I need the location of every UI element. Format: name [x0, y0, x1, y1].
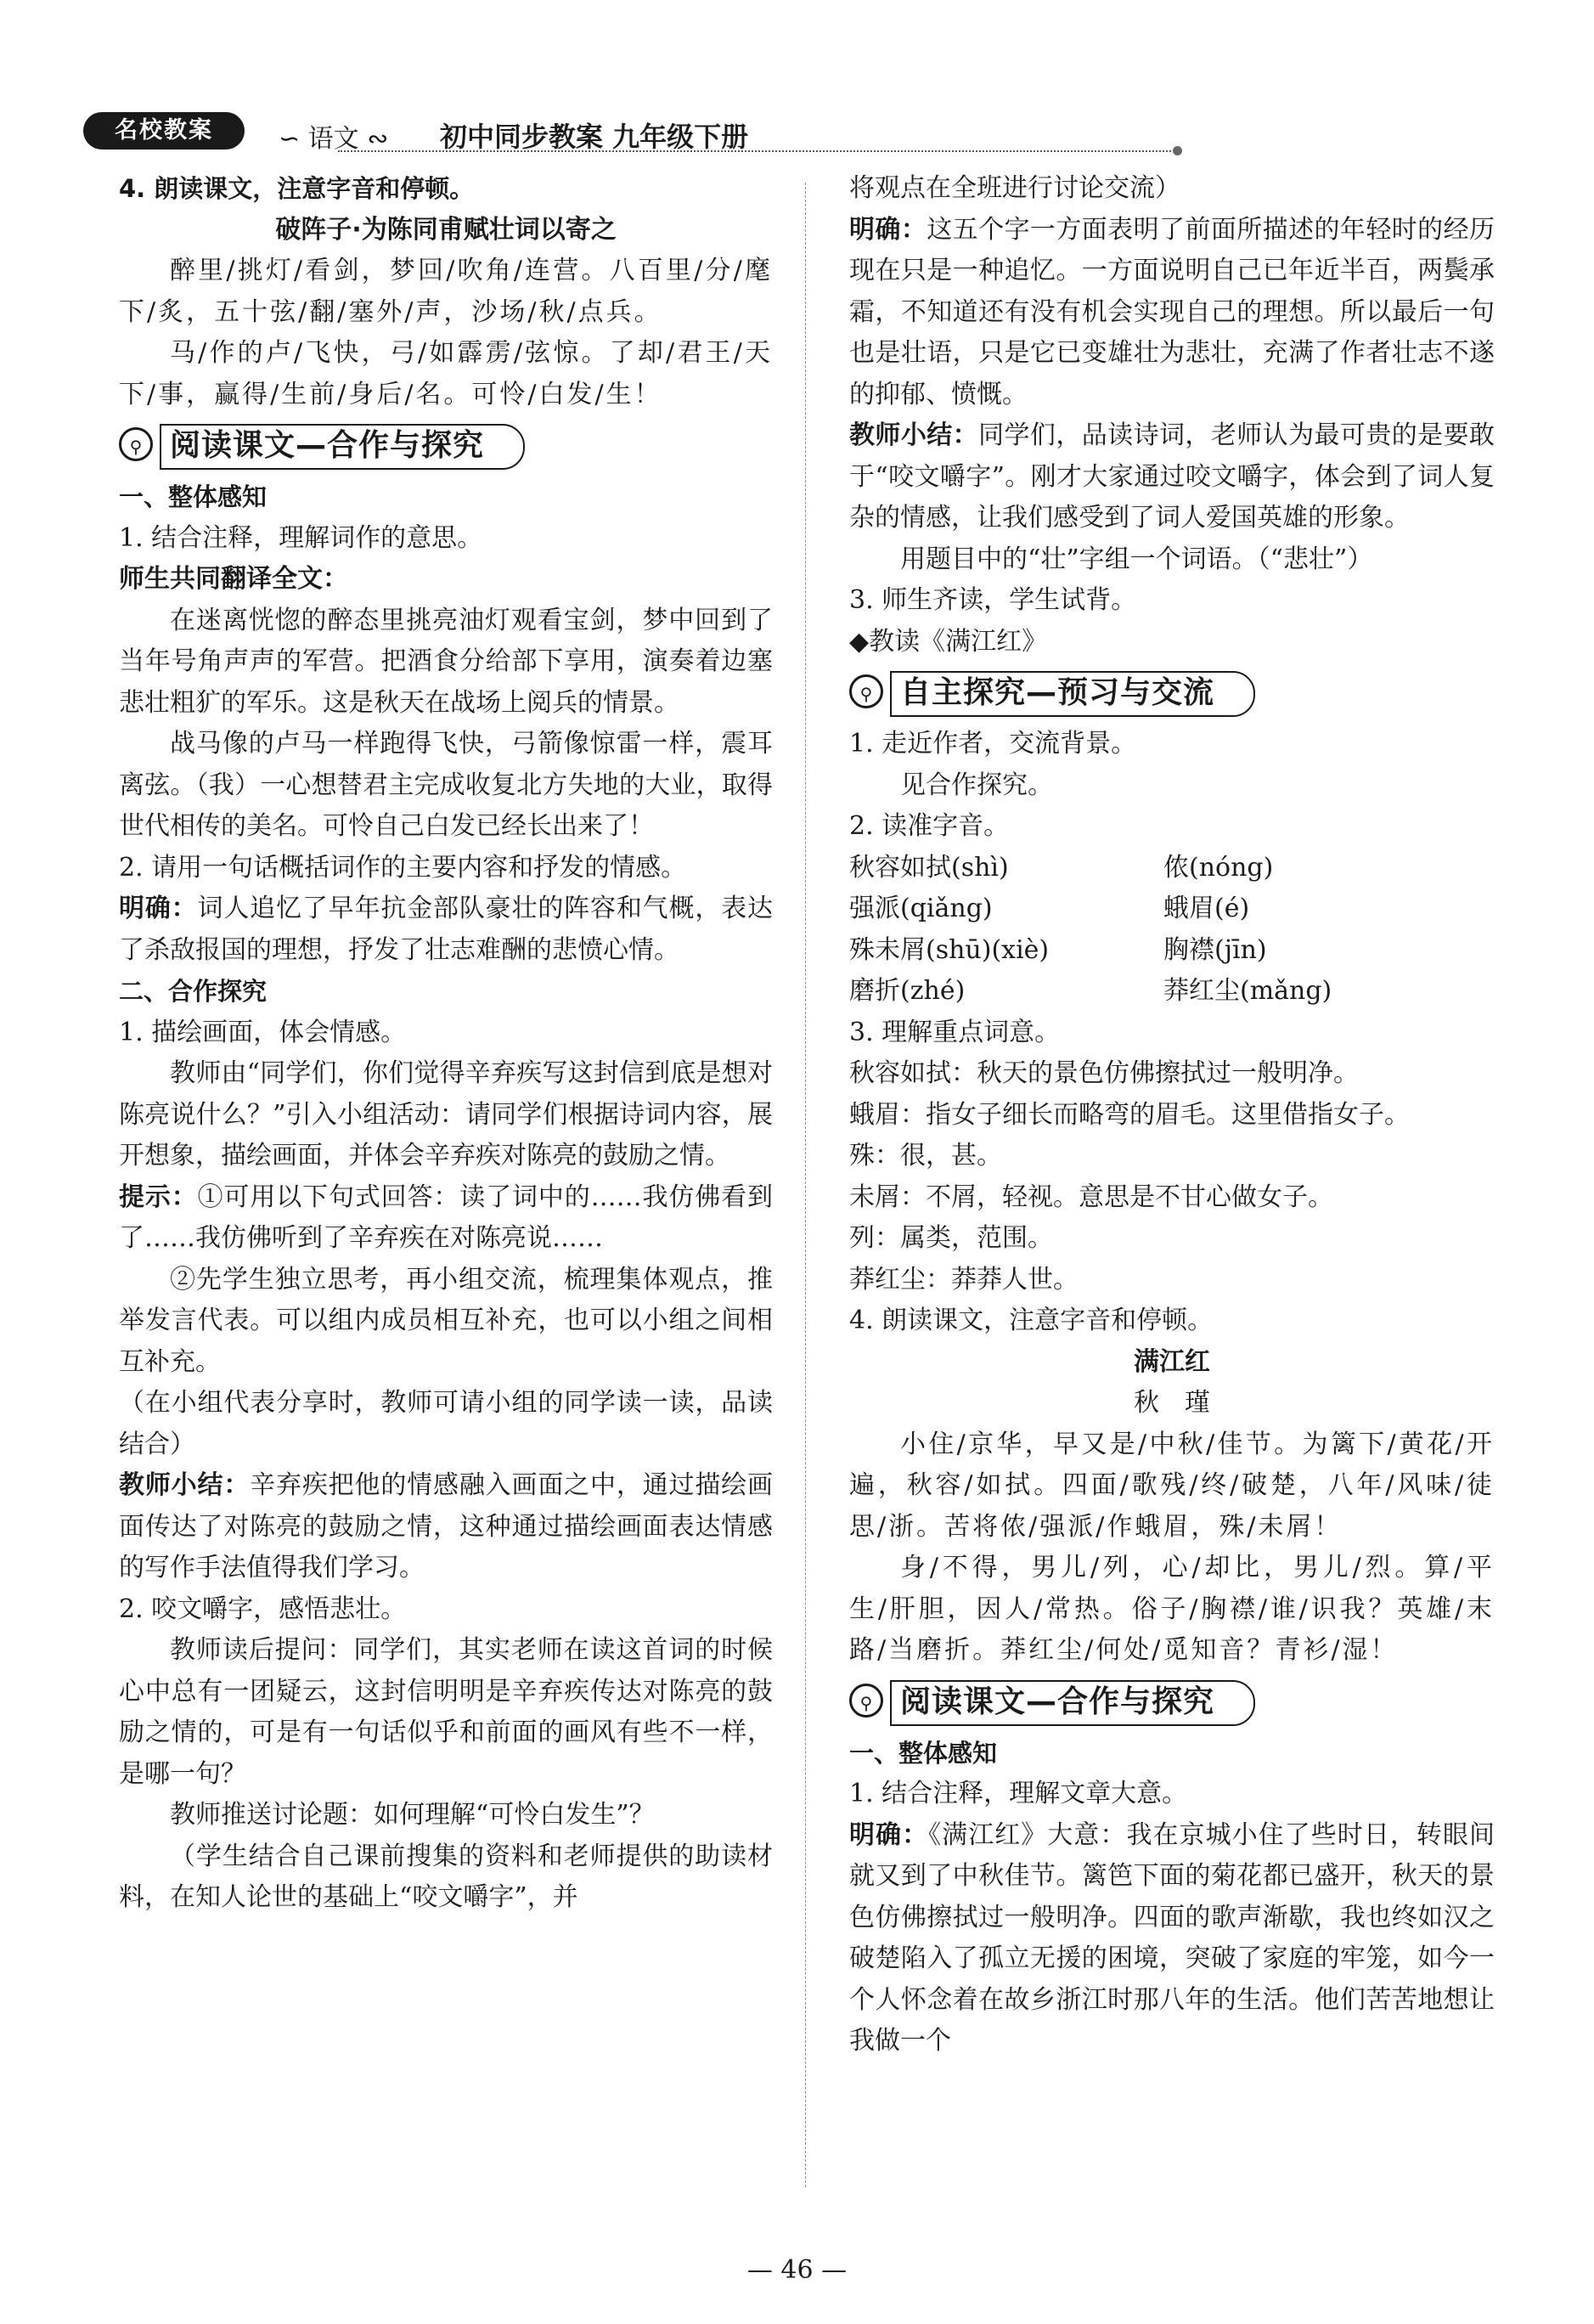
- page-number: — 46 —: [746, 2255, 848, 2285]
- answer-label: 明确：: [849, 1819, 929, 1850]
- definition-line: 未屑：不屑，轻视。意思是不甘心做女子。: [849, 1182, 1333, 1212]
- task-item: 3. 理解重点词意。: [849, 1017, 1061, 1047]
- page-header: [83, 109, 1102, 160]
- pronunciation-item: 磨折(zhé): [849, 976, 966, 1006]
- task-item: 2. 请用一句话概括词作的主要内容和抒发的情感。: [119, 852, 687, 883]
- label-line: 师生共同翻译全文：: [119, 564, 348, 594]
- definition-line: 殊：很，甚。: [849, 1141, 1002, 1170]
- banner-icon: ⚲: [119, 427, 153, 461]
- task-item: 1. 走近作者，交流背景。: [849, 729, 1137, 759]
- hint-label: 提示：: [119, 1182, 198, 1212]
- pronunciation-item: 侬(nóng): [1163, 852, 1274, 883]
- definition-line: 蛾眉：指女子细长而略弯的眉毛。这里借指女子。: [849, 1099, 1410, 1130]
- task-item: 1. 结合注释，理解文章大意。: [849, 1779, 1188, 1808]
- task-item: 1. 描绘画面，体会情感。: [119, 1017, 407, 1047]
- pronunciation-item: 胸襟(jīn): [1163, 934, 1267, 965]
- pronunciation-item: 强派(qiǎng): [849, 894, 993, 923]
- answer-text: 这五个字一方面表明了前面所描述的年轻时的经历现在只是一种追忆。一方面说明自己已年近半百，两鬓承霜，不知道还有没有机会实现自己的理想。所以最后一句也是壮语，只是它已变雄壮为悲壮，充满了作者壮志不遂的抑郁、愤慨。: [849, 214, 1495, 409]
- answer-paragraph: [119, 888, 773, 971]
- poem-author: 秋 瑾: [1134, 1388, 1210, 1418]
- poem-title: 破阵子·为陈同甫赋壮词以寄之: [275, 214, 617, 245]
- paragraph: 将观点在全班进行讨论交流）: [849, 173, 1180, 203]
- summary-paragraph: [119, 1465, 773, 1589]
- poem-stanza: 马/作的卢/飞快，弓/如霹雳/弦惊。了却/君王/天下/事，赢得/生前/身后/名。可怜/白发/生！: [119, 338, 773, 409]
- poem-stanza: 小住/京华，早又是/中秋/佳节。为篱下/黄花/开遍，秋容/如拭。四面/歌残/终/破楚，八年/风味/徒思/浙。苦将侬/强派/作蛾眉，殊/未屑！: [849, 1429, 1495, 1542]
- paragraph: 在迷离恍惚的醉态里挑亮油灯观看宝剑，梦中回到了当年号角声声的军营。把酒食分给部下享用，演奏着边塞悲壮粗犷的军乐。这是秋天在战场上阅兵的情景。: [119, 605, 773, 718]
- paragraph: ②先学生独立思考，再小组交流，梳理集体观点，推举发言代表。可以组内成员相互补充，也可以小组之间相互补充。: [119, 1264, 773, 1377]
- answer-label: 明确：: [849, 214, 927, 245]
- paragraph: 教师读后提问：同学们，其实老师在读这首词的时候心中总有一团疑云，这封信明明是辛弃疾传达对陈亮的鼓励之情的，可是有一句话似乎和前面的画风有些不一样，是哪一句？: [119, 1635, 773, 1789]
- definition-line: 列：属类，范围。: [849, 1223, 1053, 1253]
- task-item: 3. 师生齐读，学生试背。: [849, 585, 1137, 615]
- definition-line: 莽红尘：莽莽人世。: [849, 1264, 1079, 1295]
- banner-title: 阅读课文—合作与探究: [160, 424, 525, 470]
- hint-paragraph: [119, 1177, 773, 1260]
- pronunciation-item: 秋容如拭(shì): [849, 852, 1009, 883]
- answer-paragraph: [849, 210, 1495, 416]
- section-banner: [119, 424, 773, 468]
- hint-text: ①可用以下句式回答：读了词中的……我仿佛看到了……我仿佛听到了辛弃疾在对陈亮说……: [119, 1182, 774, 1253]
- right-column: [849, 168, 1495, 2062]
- series-logo: 名校教案: [83, 112, 245, 149]
- paragraph: 用题目中的“壮”字组一个词语。（“悲壮”）: [900, 544, 1373, 574]
- answer-label: 明确：: [119, 894, 198, 923]
- summary-paragraph: [849, 415, 1495, 539]
- step-heading: 4. 朗读课文，注意字音和停顿。: [119, 174, 475, 203]
- pronunciation-item: 蛾眉(é): [1163, 894, 1250, 923]
- paragraph: 战马像的卢马一样跑得飞快，弓箭像惊雷一样，震耳离弦。（我）一心想替君主完成收复北方失地的大业，取得世代相传的美名。可怜自己白发已经长出来了！: [119, 729, 773, 841]
- pronunciation-item: 殊未屑(shū)(xiè): [849, 934, 1050, 965]
- banner-icon: ⚲: [849, 1684, 883, 1718]
- task-item: 2. 咬文嚼字，感悟悲壮。: [119, 1594, 407, 1624]
- task-item: 4. 朗读课文，注意字音和停顿。: [849, 1306, 1214, 1335]
- section-banner: [849, 1680, 1495, 1724]
- summary-label: 教师小结：: [119, 1470, 251, 1500]
- subsection-heading: 一、整体感知: [119, 482, 268, 511]
- poem-stanza: 身/不得，男儿/列，心/却比，男儿/烈。算/平生/肝胆，因人/常热。俗子/胸襟/谁/识我？英雄/末路/当磨折。莽红尘/何处/觅知音？青衫/湿！: [849, 1553, 1495, 1665]
- paragraph: 教师由“同学们，你们觉得辛弃疾写这封信到底是想对陈亮说什么？”引入小组活动：请同学们根据诗词内容，展开想象，描绘画面，并体会辛弃疾对陈亮的鼓励之情。: [119, 1058, 773, 1170]
- header-rule-dot: [1173, 146, 1182, 155]
- subsection-heading: 一、整体感知: [849, 1738, 998, 1768]
- paragraph: 见合作探究。: [900, 770, 1053, 800]
- summary-text: 同学们，品读诗词，老师认为最可贵的是要敢于“咬文嚼字”。刚才大家通过咬文嚼字，体会到了词人复杂的情感，让我们感受到了词人爱国英雄的形象。: [849, 420, 1495, 533]
- paragraph: （学生结合自己课前搜集的资料和老师提供的助读材料，在知人论世的基础上“咬文嚼字”，并: [119, 1841, 773, 1912]
- pronunciation-item: 莽红尘(mǎng): [1163, 976, 1332, 1006]
- definition-line: 秋容如拭：秋天的景色仿佛擦拭过一般明净。: [849, 1058, 1359, 1088]
- pronunciation-grid: [849, 848, 1495, 1013]
- banner-title: 阅读课文—合作与探究: [890, 1680, 1255, 1726]
- task-item: 1. 结合注释，理解词作的意思。: [119, 522, 483, 553]
- banner-icon: ⚲: [849, 674, 883, 708]
- answer-text: 词人追忆了早年抗金部队豪壮的阵容和气概，表达了杀敌报国的理想，抒发了壮志难酬的悲愤心情。: [119, 894, 773, 965]
- answer-text: 《满江红》大意：我在京城小住了些时日，转眼间就又到了中秋佳节。篱笆下面的菊花都已盛开，秋天的景色仿佛擦拭过一般明净。四面的歌声渐歇，我也终如汉之破楚陷入了孤立无援的困境，突破了家庭的牢笼，如今一个人怀念着在故乡浙江时那八年的生活。他们苦苦地想让我做一个: [849, 1819, 1495, 2056]
- paragraph: （在小组代表分享时，教师可请小组的同学读一读，品读结合）: [119, 1388, 773, 1459]
- poem-title: 满江红: [1134, 1346, 1210, 1377]
- section-banner: [849, 671, 1495, 715]
- lesson-marker: ◆教读《满江红》: [849, 626, 1048, 657]
- summary-text: 辛弃疾把他的情感融入画面之中，通过描绘画面传达了对陈亮的鼓励之情，这种通过描绘画面表达情感的写作手法值得我们学习。: [119, 1470, 774, 1582]
- header-subject: ∽ 语文 ∾: [279, 124, 389, 154]
- paragraph: 教师推送讨论题：如何理解“可怜白发生”？: [170, 1800, 655, 1830]
- column-divider: [805, 183, 806, 2187]
- banner-title: 自主探究—预习与交流: [890, 671, 1255, 717]
- summary-label: 教师小结：: [849, 420, 979, 450]
- left-column: [119, 168, 773, 1919]
- header-title: 初中同步教案 九年级下册: [440, 121, 749, 153]
- header-rule: [338, 150, 1174, 152]
- poem-stanza: 醉里/挑灯/看剑，梦回/吹角/连营。八百里/分/麾下/炙，五十弦/翻/塞外/声，沙场/秋/点兵。: [119, 256, 773, 327]
- subsection-heading: 二、合作探究: [119, 977, 268, 1006]
- task-item: 2. 读准字音。: [849, 811, 1010, 841]
- answer-paragraph: [849, 1815, 1495, 2062]
